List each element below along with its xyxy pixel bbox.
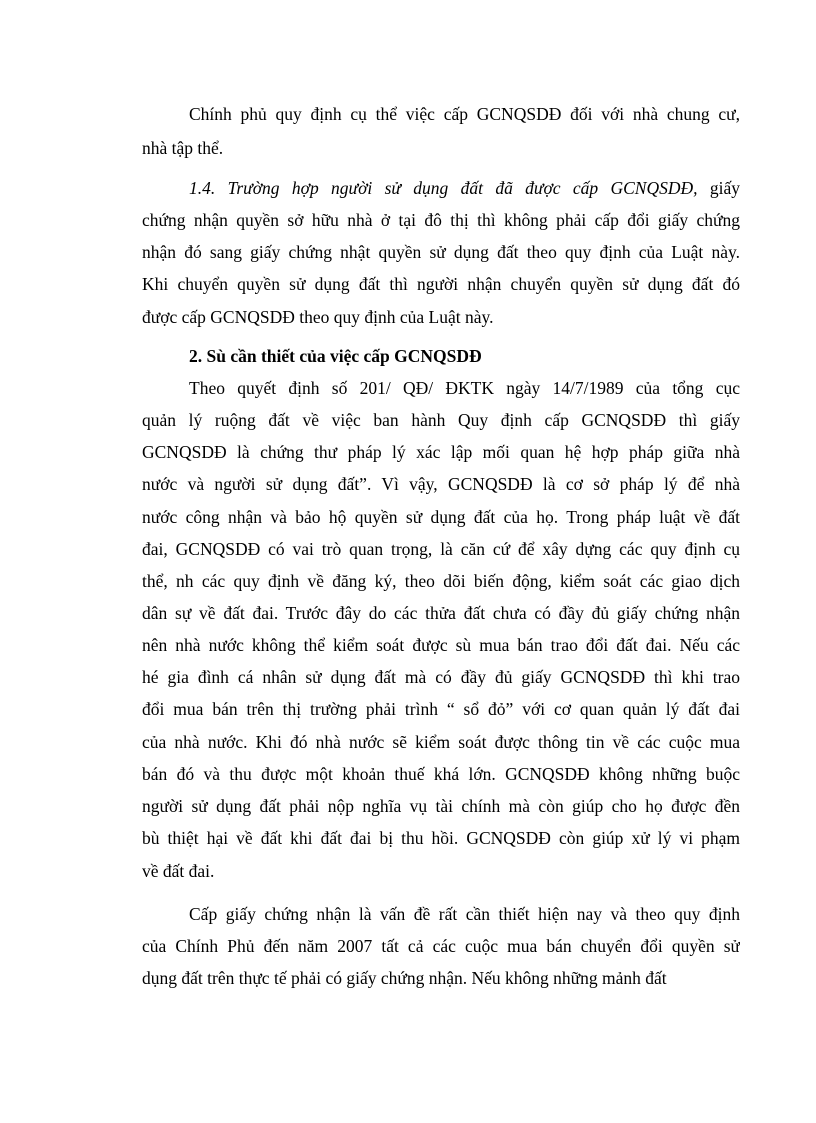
paragraph-2-line-3: nhận đó sang giấy chứng nhật quyền sử dụng đất theo quy định của Luật này. (142, 242, 740, 262)
paragraph-3-line-10: hé gia đình cá nhân sử dụng đất mà có đầy đủ giấy GCNQSDĐ thì khi trao (142, 667, 740, 687)
paragraph-2-line-5: được cấp GCNQSDĐ theo quy định của Luật này. (142, 307, 494, 327)
paragraph-3-line-12: của nhà nước. Khi đó nhà nước sẽ kiểm soát được thông tin về các cuộc mua (142, 732, 740, 752)
paragraph-3-line-9: nên nhà nước không thể kiểm soát được sù mua bán trao đổi đất đai. Nếu các (142, 635, 740, 655)
paragraph-3-line-7: thể, nh các quy định về đăng ký, theo dõi biến động, kiểm soát các giao dịch (142, 571, 740, 591)
paragraph-3-line-2: quản lý ruộng đất về việc ban hành Quy định cấp GCNQSDĐ thì giấy (142, 410, 740, 430)
paragraph-4-line-2: của Chính Phủ đến năm 2007 tất cả các cuộc mua bán chuyển đổi quyền sử (142, 936, 740, 956)
paragraph-3-line-5: nước công nhận và bảo hộ quyền sử dụng đất của họ. Trong pháp luật về đất (142, 507, 740, 527)
paragraph-2-lead-rest: giấy (697, 178, 740, 198)
paragraph-3-line-14: người sử dụng đất phải nộp nghĩa vụ tài chính mà còn giúp cho họ được đền (142, 796, 740, 816)
paragraph-2-line-2: chứng nhận quyền sở hữu nhà ở tại đô thị thì không phải cấp đổi giấy chứng (142, 210, 740, 230)
paragraph-3-line-11: đổi mua bán trên thị trường phải trình “ sổ đỏ” với cơ quan quản lý đất đai (142, 699, 740, 719)
paragraph-1-line-1: Chính phủ quy định cụ thể việc cấp GCNQSDĐ đối với nhà chung cư, (189, 104, 740, 124)
paragraph-3-line-6: đai, GCNQSDĐ có vai trò quan trọng, là căn cứ để xây dựng các quy định cụ (142, 539, 740, 559)
paragraph-3-line-15: bù thiệt hại về đất khi đất đai bị thu hồi. GCNQSDĐ còn giúp xử lý vi phạm (142, 828, 740, 848)
paragraph-2-line-1 (189, 177, 740, 199)
paragraph-4-line-1: Cấp giấy chứng nhận là vấn đề rất cần thiết hiện nay và theo quy định (189, 904, 740, 924)
paragraph-1-line-2: nhà tập thể. (142, 138, 224, 158)
section-heading: 2. Sù cần thiết của việc cấp GCNQSDĐ (189, 346, 482, 366)
paragraph-3-line-13: bán đó và thu được một khoản thuế khá lớn. GCNQSDĐ không những buộc (142, 764, 740, 784)
paragraph-3-line-8: dân sự về đất đai. Trước đây do các thửa đất chưa có đầy đủ giấy chứng nhận (142, 603, 740, 623)
paragraph-3-line-1: Theo quyết định số 201/ QĐ/ ĐKTK ngày 14/7/1989 của tổng cục (189, 378, 740, 398)
paragraph-3-line-16: về đất đai. (142, 861, 215, 881)
paragraph-3-line-4: nước và người sử dụng đất”. Vì vậy, GCNQSDĐ là cơ sở pháp lý để nhà (142, 474, 740, 494)
paragraph-3-line-3: GCNQSDĐ là chứng thư pháp lý xác lập mối quan hệ hợp pháp giữa nhà (142, 442, 740, 462)
section-1-4-italic-lead: 1.4. Trường hợp người sử dụng đất đã được cấp GCNQSDĐ, (189, 178, 698, 198)
paragraph-4-line-3: dụng đất trên thực tế phải có giấy chứng nhận. Nếu không những mảnh đất (142, 968, 667, 988)
paragraph-2-line-4: Khi chuyển quyền sử dụng đất thì người nhận chuyển quyền sử dụng đất đó (142, 274, 740, 294)
